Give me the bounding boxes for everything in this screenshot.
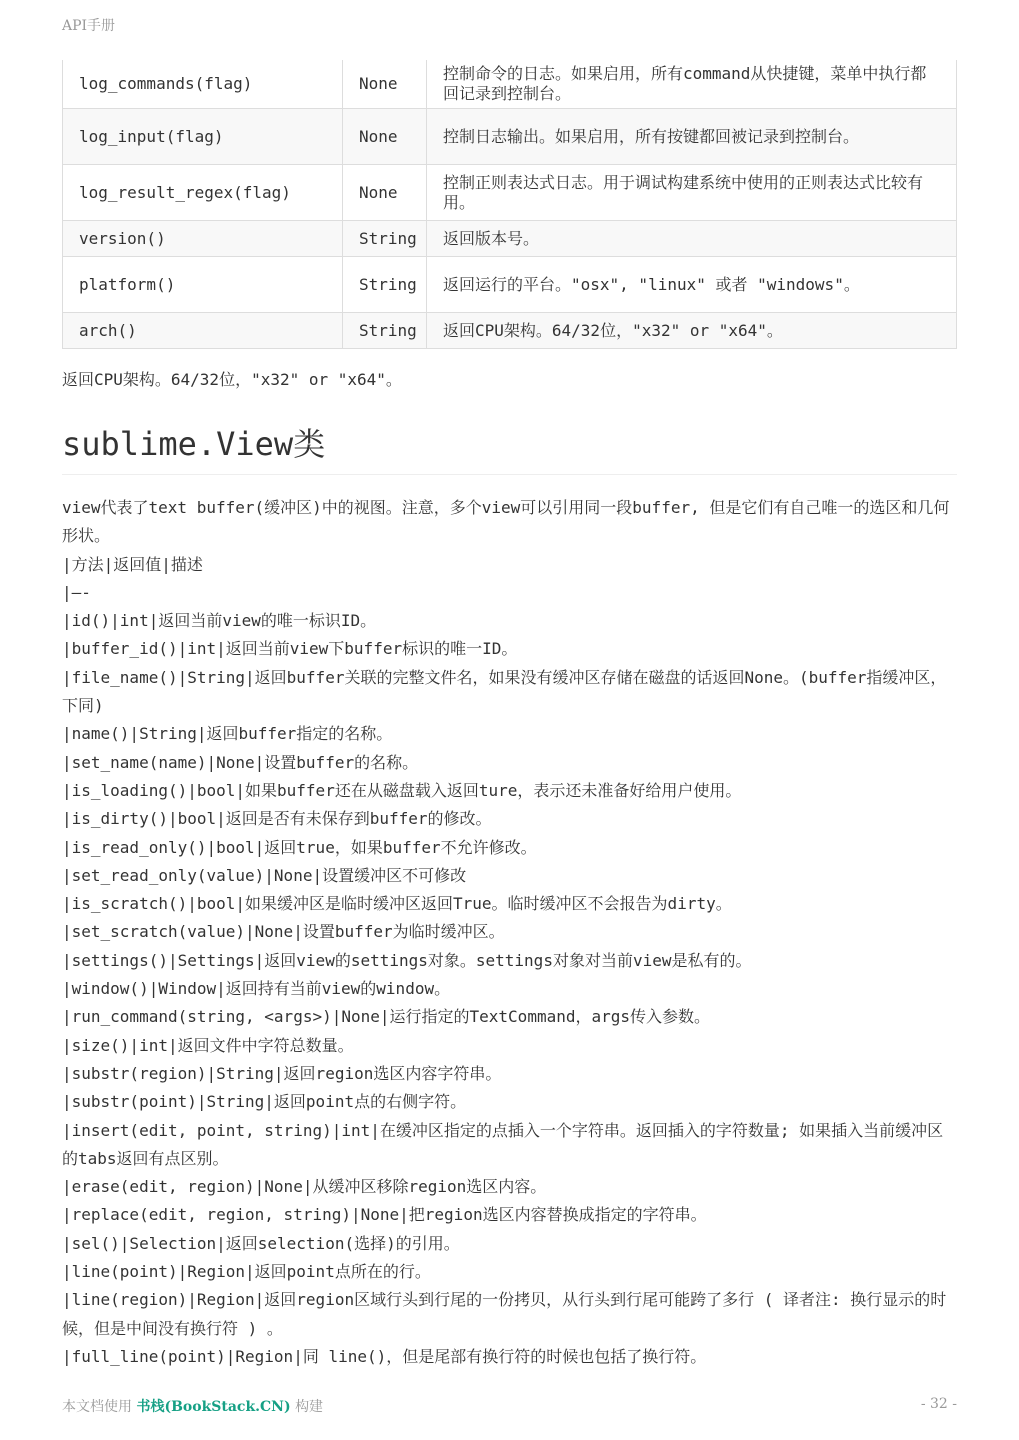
method-line: |方法|返回值|描述 (62, 554, 203, 574)
method-line: |erase(edit, region)|None|从缓冲区移除region选区内容。 (62, 1177, 547, 1197)
document-header: API手册 (62, 18, 116, 34)
method-line: |buffer_id()|int|返回当前view下buffer标识的唯一ID。 (62, 639, 518, 659)
method-cell: version() (63, 221, 343, 257)
method-line: |run_command(string, <args>)|None|运行指定的TextCommand，args传入参数。 (62, 1007, 711, 1027)
footer-prefix: 本文档使用 (62, 1399, 132, 1415)
returns-cell: String (343, 221, 427, 257)
method-cell: arch() (63, 313, 343, 349)
method-line: |replace(edit, region, string)|None|把region选区内容替换成指定的字符串。 (62, 1205, 707, 1225)
table-row (63, 165, 957, 221)
section-body (62, 494, 957, 1371)
intro-paragraph: view代表了text buffer(缓冲区)中的视图。注意，多个view可以引用同一段buffer, 但是它们有自己唯一的选区和几何形状。 (62, 498, 950, 546)
method-line: |is_loading()|bool|如果buffer还在从磁盘载入返回ture，表示还未准备好给用户使用。 (62, 780, 742, 800)
method-line: |full_line(point)|Region|同 line()，但是尾部有换行符的时候也包括了换行符。 (62, 1346, 707, 1366)
method-line: |line(region)|Region|返回region区域行头到行尾的一份拷贝，从行头到行尾可能跨了多行 ( 译者注: 换行显示的时候，但是中间没有换行符 ) 。 (62, 1290, 947, 1338)
returns-cell: String (343, 257, 427, 313)
table-row (63, 221, 957, 257)
method-line: |set_name(name)|None|设置buffer的名称。 (62, 752, 419, 772)
description-cell: 控制正则表达式日志。用于调试构建系统中使用的正则表达式比较有用。 (427, 165, 957, 221)
returns-cell: None (343, 165, 427, 221)
table-row (63, 109, 957, 165)
returns-cell: None (343, 109, 427, 165)
description-cell: 返回运行的平台。"osx", "linux" 或者 "windows"。 (427, 257, 957, 313)
method-line: |name()|String|返回buffer指定的名称。 (62, 724, 393, 744)
method-line: |set_read_only(value)|None|设置缓冲区不可修改 (62, 865, 467, 885)
description-cell: 控制命令的日志。如果启用，所有command从快捷键，菜单中执行都回记录到控制台。 (427, 60, 957, 109)
method-line: |sel()|Selection|返回selection(选择)的引用。 (62, 1233, 460, 1253)
method-line: |substr(region)|String|返回region选区内容字符串。 (62, 1063, 502, 1083)
description-cell: 控制日志输出。如果启用，所有按键都回被记录到控制台。 (427, 109, 957, 165)
method-line: |line(point)|Region|返回point点所在的行。 (62, 1262, 431, 1282)
footer-credit (62, 1396, 323, 1416)
method-line: |is_dirty()|bool|返回是否有未保存到buffer的修改。 (62, 809, 492, 829)
description-cell: 返回版本号。 (427, 221, 957, 257)
method-line: |substr(point)|String|返回point点的右侧字符。 (62, 1092, 467, 1112)
footer-suffix: 构建 (295, 1399, 324, 1415)
table-row (63, 257, 957, 313)
method-line: |is_read_only()|bool|返回true，如果buffer不允许修改。 (62, 837, 537, 857)
page-number: - 32 - (920, 1396, 957, 1412)
returns-cell: None (343, 60, 427, 109)
api-table (62, 60, 957, 349)
table-row (63, 60, 957, 109)
section-heading: sublime.View类 (62, 420, 957, 475)
returns-cell: String (343, 313, 427, 349)
method-line: |insert(edit, point, string)|int|在缓冲区指定的点插入一个字符串。返回插入的字符数量; 如果插入当前缓冲区的tabs返回有点区别。 (62, 1120, 944, 1168)
method-cell: log_input(flag) (63, 109, 343, 165)
method-cell: log_result_regex(flag) (63, 165, 343, 221)
method-line: |—- (62, 582, 91, 602)
bookstack-link[interactable]: 书栈(BookStack.CN) (136, 1399, 291, 1415)
table-row (63, 313, 957, 349)
method-line: |settings()|Settings|返回view的settings对象。settings对象对当前view是私有的。 (62, 950, 752, 970)
method-line: |set_scratch(value)|None|设置buffer为临时缓冲区。 (62, 922, 505, 942)
paragraph-arch: 返回CPU架构。64/32位，"x32" or "x64"。 (62, 370, 402, 389)
method-cell: log_commands(flag) (63, 60, 343, 109)
method-line: |is_scratch()|bool|如果缓冲区是临时缓冲区返回True。临时缓冲区不会报告为dirty。 (62, 894, 732, 914)
method-line: |window()|Window|返回持有当前view的window。 (62, 979, 451, 999)
method-cell: platform() (63, 257, 343, 313)
description-cell: 返回CPU架构。64/32位，"x32" or "x64"。 (427, 313, 957, 349)
method-line: |id()|int|返回当前view的唯一标识ID。 (62, 611, 377, 631)
method-line: |size()|int|返回文件中字符总数量。 (62, 1035, 354, 1055)
method-line: |file_name()|String|返回buffer关联的完整文件名，如果没有缓冲区存储在磁盘的话返回None。(buffer指缓冲区，下同) (62, 667, 947, 716)
